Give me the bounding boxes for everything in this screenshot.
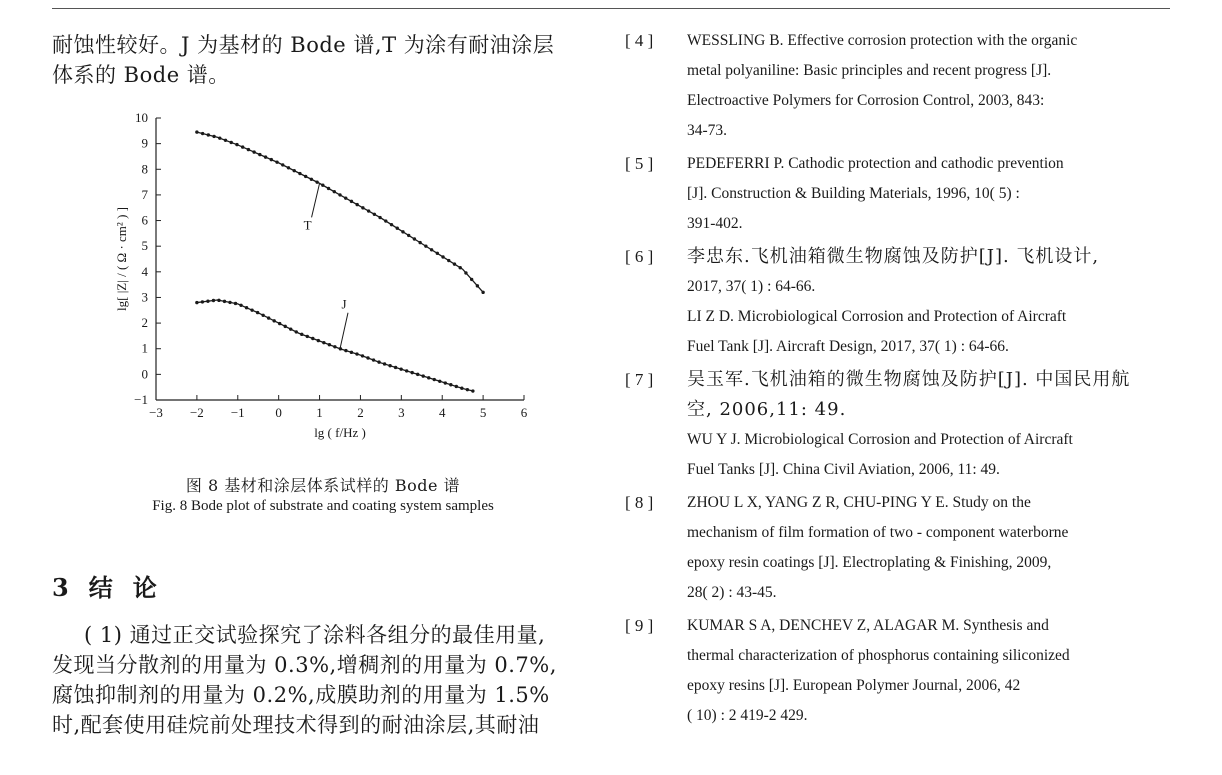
data-point-J: [422, 374, 425, 377]
y-tick-label: 8: [141, 161, 148, 177]
x-tick-label: −3: [149, 405, 163, 420]
data-point-J: [449, 383, 452, 386]
reference-line: 2017, 37( 1) : 64-66.: [687, 278, 816, 295]
reference-line: KUMAR S A, DENCHEV Z, ALAGAR M. Synthesis and: [687, 617, 1049, 634]
x-axis-title: lg ( f/Hz ): [314, 425, 366, 440]
data-point-J: [278, 322, 281, 325]
conclusion-paragraph: [52, 620, 594, 740]
reference-item: [625, 26, 1170, 146]
section-number: 3: [52, 573, 71, 602]
data-point-T: [321, 184, 324, 187]
reference-line: metal polyaniline: Basic principles and recent progress [J].: [687, 62, 1052, 79]
data-point-J: [212, 299, 215, 302]
reference-number: [ 5 ]: [625, 154, 654, 173]
x-tick-label: 6: [520, 405, 528, 420]
intro-line: 体系的 Bode 谱。: [52, 63, 230, 87]
reference-line: mechanism of film formation of two - component waterborne: [687, 524, 1069, 541]
data-point-T: [264, 155, 267, 158]
reference-line: 空, 2006,11: 49.: [687, 399, 847, 420]
reference-list: [625, 26, 1170, 734]
data-point-T: [407, 234, 410, 237]
data-point-T: [350, 200, 353, 203]
data-point-J: [410, 371, 413, 374]
series-line-T: [197, 132, 483, 292]
data-point-T: [258, 153, 261, 156]
data-point-J: [350, 351, 353, 354]
reference-line: 28( 2) : 43-45.: [687, 584, 777, 601]
bode-plot-figure: [104, 108, 584, 440]
y-tick-label: 2: [141, 315, 148, 331]
x-tick-label: 0: [275, 405, 282, 420]
data-point-J: [322, 341, 325, 344]
data-point-T: [436, 252, 439, 255]
data-point-J: [399, 367, 402, 370]
reference-body: [687, 149, 1170, 239]
data-point-J: [405, 369, 408, 372]
data-point-J: [372, 358, 375, 361]
reference-line: Fuel Tank [J]. Aircraft Design, 2017, 37( 1) : 64-66.: [687, 338, 1009, 355]
x-tick-label: −2: [189, 405, 204, 420]
x-tick-label: −1: [230, 405, 245, 420]
reference-number: [ 6 ]: [625, 247, 654, 266]
reference-line: ( 10) : 2 419-2 429.: [687, 707, 808, 724]
series-label-J: J: [341, 296, 347, 312]
data-point-J: [228, 301, 231, 304]
reference-line: WU Y J. Microbiological Corrosion and Protection of Aircraft: [687, 431, 1073, 448]
data-point-T: [413, 237, 416, 240]
data-point-T: [241, 145, 244, 148]
data-point-J: [460, 387, 463, 390]
data-point-T: [373, 213, 376, 216]
reference-number: [ 8 ]: [625, 493, 654, 512]
reference-line: Fuel Tanks [J]. China Civil Aviation, 2006, 11: 49.: [687, 461, 1000, 478]
data-point-T: [384, 219, 387, 222]
data-point-T: [315, 180, 318, 183]
data-point-T: [401, 230, 404, 233]
data-point-T: [470, 278, 473, 281]
data-point-T: [252, 150, 255, 153]
data-point-J: [361, 354, 364, 357]
data-point-T: [418, 241, 421, 244]
data-point-J: [394, 366, 397, 369]
data-point-T: [453, 262, 456, 265]
reference-line: WESSLING B. Effective corrosion protection with the organic: [687, 32, 1078, 49]
x-tick-label: 2: [357, 405, 364, 420]
data-point-T: [447, 259, 450, 262]
data-point-J: [234, 302, 237, 305]
data-point-J: [438, 380, 441, 383]
data-point-J: [201, 300, 204, 303]
intro-line: 耐蚀性较好。J 为基材的 Bode 谱,T 为涂有耐油涂层: [52, 33, 555, 57]
series-label-leader-J: [340, 313, 348, 349]
y-tick-label: −1: [134, 392, 148, 407]
data-point-J: [267, 316, 270, 319]
data-point-T: [361, 206, 364, 209]
data-point-T: [430, 248, 433, 251]
reference-line: LI Z D. Microbiological Corrosion and Protection of Aircraft: [687, 308, 1067, 325]
data-point-T: [293, 169, 296, 172]
series-label-T: T: [303, 217, 312, 233]
reference-body: [687, 365, 1170, 485]
data-point-J: [366, 356, 369, 359]
data-point-J: [284, 325, 287, 328]
reference-body: [687, 26, 1170, 146]
data-point-J: [317, 339, 320, 342]
data-point-J: [355, 352, 358, 355]
y-tick-label: 6: [141, 212, 148, 228]
data-point-J: [383, 362, 386, 365]
y-tick-label: 7: [141, 186, 148, 202]
data-point-J: [272, 319, 275, 322]
data-point-J: [239, 304, 242, 307]
reference-line: epoxy resin coatings [J]. Electroplating & Finishing, 2009,: [687, 554, 1052, 571]
data-point-J: [333, 345, 336, 348]
reference-number: [ 9 ]: [625, 616, 654, 635]
data-point-J: [328, 343, 331, 346]
section-title-char: 论: [132, 573, 159, 602]
reference-item: [625, 365, 1170, 485]
data-point-T: [441, 255, 444, 258]
y-tick-label: 3: [141, 289, 148, 305]
data-point-T: [481, 291, 484, 294]
reference-item: [625, 611, 1170, 731]
data-point-T: [464, 271, 467, 274]
bode-plot: [104, 108, 584, 458]
data-point-T: [298, 172, 301, 175]
x-tick-label: 3: [398, 405, 405, 420]
section-heading: [52, 568, 159, 603]
data-point-J: [444, 381, 447, 384]
figure-caption-zh: 图 8 基材和涂层体系试样的 Bode 谱: [185, 476, 461, 495]
figure-caption-en: Fig. 8 Bode plot of substrate and coating system samples: [152, 498, 494, 514]
data-point-J: [245, 306, 248, 309]
data-point-J: [300, 333, 303, 336]
data-point-J: [433, 378, 436, 381]
intro-paragraph: [52, 30, 594, 90]
x-tick-label: 1: [316, 405, 323, 420]
data-point-T: [270, 158, 273, 161]
reference-number: [ 4 ]: [625, 31, 654, 50]
data-point-T: [195, 130, 198, 133]
conclusion-line: ( 1) 通过正交试验探究了涂料各组分的最佳用量,: [84, 623, 546, 647]
reference-line: 李忠东.飞机油箱微生物腐蚀及防护[J]. 飞机设计,: [687, 246, 1100, 267]
data-point-J: [311, 337, 314, 340]
data-point-J: [261, 314, 264, 317]
reference-line: epoxy resins [J]. European Polymer Journal, 2006, 42: [687, 677, 1021, 694]
data-point-J: [206, 299, 209, 302]
data-point-T: [390, 223, 393, 226]
reference-line: ZHOU L X, YANG Z R, CHU-PING Y E. Study on the: [687, 494, 1031, 511]
data-point-J: [195, 301, 198, 304]
reference-body: [687, 242, 1170, 362]
reference-body: [687, 488, 1170, 608]
section-title-char: 结: [88, 573, 115, 602]
y-axis-title: lg[ |Z| / ( Ω · cm² ) ]: [114, 207, 129, 311]
data-point-J: [344, 349, 347, 352]
y-tick-label: 1: [141, 340, 148, 356]
data-point-T: [459, 266, 462, 269]
reference-item: [625, 149, 1170, 239]
data-point-J: [250, 308, 253, 311]
data-point-T: [224, 139, 227, 142]
data-point-J: [295, 330, 298, 333]
data-point-T: [327, 187, 330, 190]
y-tick-label: 4: [141, 263, 148, 279]
data-point-T: [476, 284, 479, 287]
data-point-T: [207, 133, 210, 136]
data-point-T: [247, 148, 250, 151]
data-point-J: [306, 335, 309, 338]
data-point-J: [256, 311, 259, 314]
data-point-J: [217, 299, 220, 302]
series-label-leader-T: [312, 183, 320, 217]
data-point-T: [275, 160, 278, 163]
reference-item: [625, 488, 1170, 608]
x-tick-label: 5: [479, 405, 487, 420]
left-column: [52, 0, 594, 775]
data-point-T: [367, 209, 370, 212]
data-point-T: [378, 216, 381, 219]
y-tick-label: 5: [141, 238, 148, 254]
data-point-T: [338, 193, 341, 196]
data-point-T: [218, 136, 221, 139]
data-point-T: [355, 203, 358, 206]
data-point-J: [455, 385, 458, 388]
reference-line: thermal characterization of phosphorus containing siliconized: [687, 647, 1070, 664]
data-point-J: [471, 389, 474, 392]
data-point-J: [427, 376, 430, 379]
reference-item: [625, 242, 1170, 362]
conclusion-line: 腐蚀抑制剂的用量为 0.2%,成膜助剂的用量为 1.5%: [52, 683, 550, 707]
data-point-T: [281, 163, 284, 166]
data-point-T: [212, 135, 215, 138]
conclusion-line: 时,配套使用硅烷前处理技术得到的耐油涂层,其耐油: [52, 713, 540, 737]
data-point-J: [466, 388, 469, 391]
reference-line: 391-402.: [687, 215, 743, 232]
data-point-T: [230, 141, 233, 144]
data-point-T: [333, 190, 336, 193]
data-point-J: [223, 300, 226, 303]
data-point-T: [304, 175, 307, 178]
y-tick-label: 0: [141, 366, 148, 382]
data-point-T: [235, 143, 238, 146]
reference-line: Electroactive Polymers for Corrosion Control, 2003, 843:: [687, 92, 1045, 109]
data-point-T: [310, 178, 313, 181]
data-point-J: [388, 364, 391, 367]
conclusion-line: 发现当分散剂的用量为 0.3%,增稠剂的用量为 0.7%,: [52, 653, 557, 677]
data-point-T: [344, 196, 347, 199]
data-point-T: [424, 244, 427, 247]
data-point-T: [287, 166, 290, 169]
data-point-J: [289, 327, 292, 330]
reference-line: 34-73.: [687, 122, 728, 139]
reference-body: [687, 611, 1170, 731]
x-tick-label: 4: [438, 405, 446, 420]
data-point-J: [416, 373, 419, 376]
data-point-J: [377, 360, 380, 363]
data-point-T: [396, 227, 399, 230]
reference-number: [ 7 ]: [625, 370, 654, 389]
reference-line: PEDEFERRI P. Cathodic protection and cathodic prevention: [687, 155, 1064, 172]
data-point-T: [201, 132, 204, 135]
reference-line: 吴玉军.飞机油箱的微生物腐蚀及防护[J]. 中国民用航: [687, 369, 1131, 390]
y-tick-label: 9: [141, 135, 148, 151]
reference-line: [J]. Construction & Building Materials, 1996, 10( 5) :: [687, 185, 1020, 202]
y-tick-label: 10: [135, 110, 148, 125]
